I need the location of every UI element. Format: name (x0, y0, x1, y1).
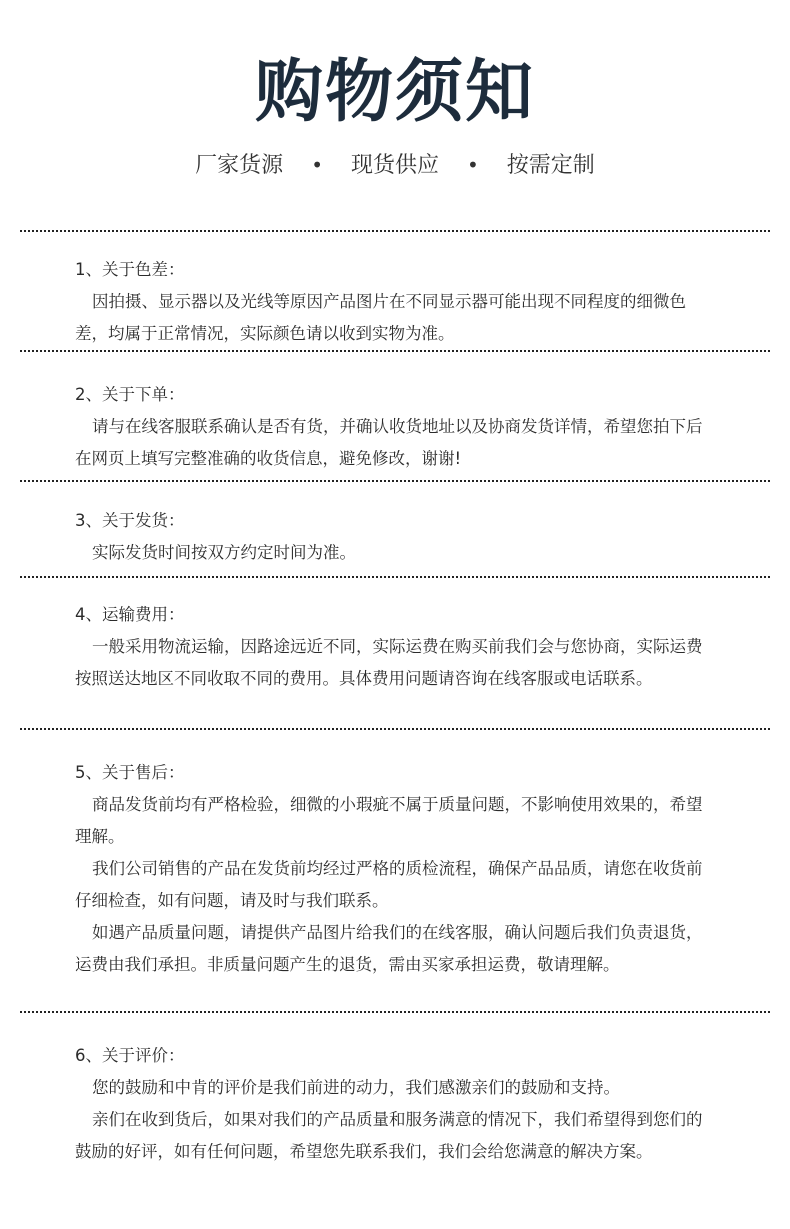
separator-dot: • (311, 153, 323, 177)
section-paragraph: 因拍摄、显示器以及光线等原因产品图片在不同显示器可能出现不同程度的细微色差，均属于正常情况，实际颜色请以收到实物为准。 (75, 292, 686, 343)
subtitle-item-stock: 现货供应 (350, 153, 439, 178)
page-subtitle (0, 148, 790, 183)
dotted-divider (20, 230, 770, 232)
section-paragraph: 如遇产品质量问题，请提供产品图片给我们的在线客服，确认问题后我们负责退货，运费由我们承担。非质量问题产生的退货，需由买家承担运费，敬请理解。 (75, 923, 703, 974)
section-shipping (75, 505, 715, 569)
section-heading: 5、关于售后： (75, 763, 185, 782)
section-ordering (75, 379, 715, 475)
dotted-divider (20, 728, 770, 730)
separator-dot: • (467, 153, 479, 177)
section-reviews (75, 1040, 715, 1168)
section-heading: 1、关于色差： (75, 260, 185, 279)
page-title: 购物须知 (254, 53, 535, 132)
dotted-divider (20, 576, 770, 578)
section-heading: 4、运输费用： (75, 605, 185, 624)
section-shipping-cost (75, 599, 715, 695)
section-color-difference (75, 254, 715, 350)
section-paragraph: 一般采用物流运输，因路途远近不同，实际运费在购买前我们会与您协商，实际运费按照送达地区不同收取不同的费用。具体费用问题请咨询在线客服或电话联系。 (75, 637, 703, 688)
dotted-divider (20, 350, 770, 352)
section-heading: 6、关于评价： (75, 1046, 185, 1065)
section-paragraph: 商品发货前均有严格检验，细微的小瑕疵不属于质量问题，不影响使用效果的，希望理解。 (75, 795, 703, 846)
section-heading: 2、关于下单： (75, 385, 185, 404)
dotted-divider (20, 480, 770, 482)
subtitle-item-custom: 按需定制 (506, 153, 595, 178)
subtitle-item-factory: 厂家货源 (195, 153, 284, 178)
section-paragraph: 请与在线客服联系确认是否有货，并确认收货地址以及协商发货详情，希望您拍下后在网页上填写完整准确的收货信息，避免修改，谢谢! (75, 417, 703, 468)
section-heading: 3、关于发货： (75, 511, 185, 530)
section-paragraph: 您的鼓励和中肯的评价是我们前进的动力，我们感激亲们的鼓励和支持。 (92, 1078, 620, 1097)
section-paragraph: 亲们在收到货后，如果对我们的产品质量和服务满意的情况下，我们希望得到您们的鼓励的好评，如有任何问题，希望您先联系我们，我们会给您满意的解决方案。 (75, 1110, 703, 1161)
section-paragraph: 实际发货时间按双方约定时间为准。 (92, 543, 356, 562)
section-paragraph: 我们公司销售的产品在发货前均经过严格的质检流程，确保产品品质，请您在收货前仔细检查，如有问题，请及时与我们联系。 (75, 859, 703, 910)
section-after-sales (75, 757, 715, 981)
dotted-divider (20, 1011, 770, 1013)
